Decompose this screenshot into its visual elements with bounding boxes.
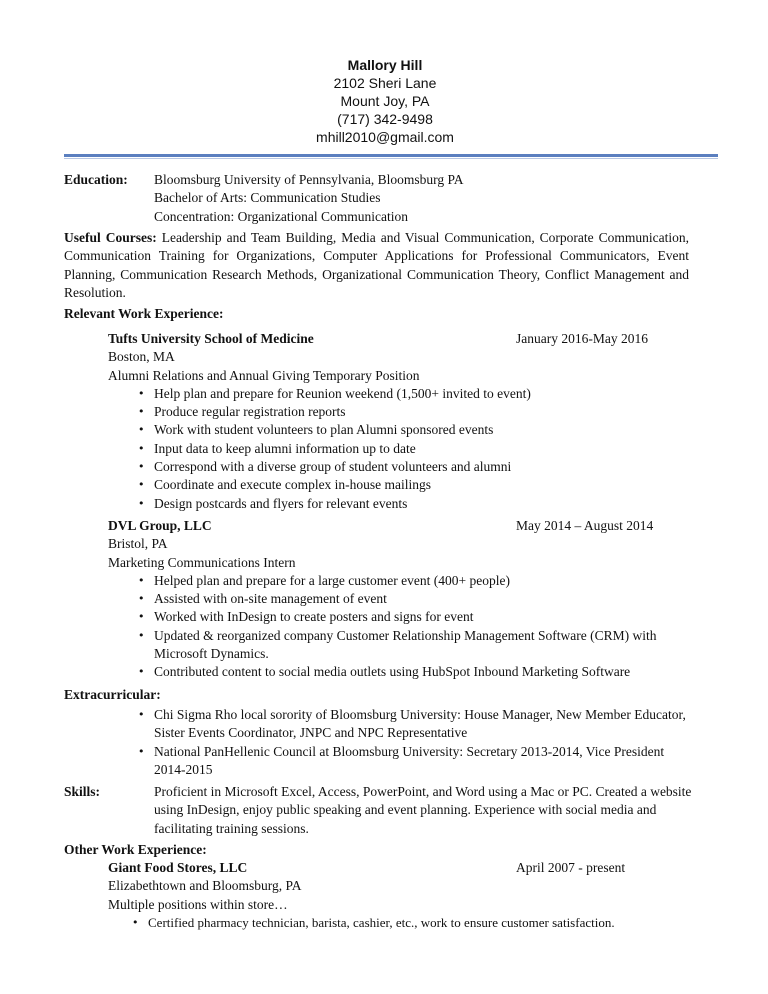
job-bullet: • Work with student volunteers to plan Alumni sponsored events [134, 421, 698, 439]
job-location: Boston, MA [108, 349, 175, 365]
education-school: Bloomsburg University of Pennsylvania, Bloomsburg PA [154, 172, 464, 187]
education-section [64, 171, 724, 226]
relevant-experience-heading: Relevant Work Experience: [64, 306, 224, 321]
phone-number: (717) 342-9498 [337, 111, 433, 127]
email-address: mhill2010@gmail.com [316, 129, 454, 145]
job-title: Marketing Communications Intern [108, 554, 296, 570]
extracurricular-item: • National PanHellenic Council at Bloomsburg University: Secretary 2013-2014, Vice President 2014-2015 [134, 743, 689, 780]
applicant-name: Mallory Hill [347, 57, 423, 73]
skills-text: Proficient in Microsoft Excel, Access, PowerPoint, and Word using a Mac or PC. Created a website using InDesign, enjoy public speaking and event planning. Experience with social media and facilitating training sessions. [154, 784, 692, 836]
education-concentration: Concentration: Organizational Communication [154, 208, 408, 224]
city-state: Mount Joy, PA [340, 93, 430, 109]
skills-section [64, 783, 704, 838]
job-title: Multiple positions within store… [108, 896, 288, 912]
job-company: Tufts University School of Medicine [108, 331, 314, 346]
job-bullet: • Correspond with a diverse group of student volunteers and alumni [134, 458, 698, 476]
courses-text: Leadership and Team Building, Media and Visual Communication, Corporate Communication, Communication Training for Organizations, Computer Applications for Professional Communicators, Event Planning, Communication Research Methods, Organizational Communication Theory, Conflict Management and Resolution. [64, 230, 689, 300]
job-bullet: • Assisted with on-site management of event [134, 590, 674, 608]
courses-label: Useful Courses: [64, 230, 157, 245]
job-dates: January 2016-May 2016 [516, 331, 648, 346]
skills-label: Skills: [64, 784, 101, 799]
courses-section [64, 229, 689, 302]
job-dates: April 2007 - present [516, 860, 626, 875]
job-title: Alumni Relations and Annual Giving Temporary Position [108, 367, 420, 383]
other-experience-heading: Other Work Experience: [64, 842, 207, 857]
job-company: Giant Food Stores, LLC [108, 860, 248, 875]
education-label: Education: [64, 172, 128, 187]
street-address: 2102 Sheri Lane [333, 75, 437, 91]
job-company: DVL Group, LLC [108, 518, 212, 533]
job-dates: May 2014 – August 2014 [516, 518, 654, 533]
job-dvl [108, 517, 698, 682]
job-giant [108, 859, 698, 932]
job-bullet: • Certified pharmacy technician, barista, cashier, etc., work to ensure customer satisfaction. [128, 914, 698, 932]
education-degree: Bachelor of Arts: Communication Studies [154, 190, 381, 206]
job-bullet: • Input data to keep alumni information up to date [134, 440, 698, 458]
job-bullet: • Helped plan and prepare for a large customer event (400+ people) [134, 572, 674, 590]
job-location: Bristol, PA [108, 536, 168, 552]
header-divider [64, 154, 718, 157]
job-bullet: • Contributed content to social media outlets using HubSpot Inbound Marketing Software [134, 663, 674, 681]
job-tufts [108, 330, 698, 513]
extracurricular-item: • Chi Sigma Rho local sorority of Bloomsburg University: House Manager, New Member Educator, Sister Events Coordinator, JNPC and NPC Representative [134, 706, 689, 743]
job-bullet: • Design postcards and flyers for relevant events [134, 495, 698, 513]
extracurricular-list [134, 706, 689, 779]
extracurricular-heading: Extracurricular: [64, 687, 161, 702]
job-bullet: • Help plan and prepare for Reunion weekend (1,500+ invited to event) [134, 385, 698, 403]
job-bullet: • Coordinate and execute complex in-house mailings [134, 476, 698, 494]
contact-header [300, 56, 470, 146]
job-bullet: • Updated & reorganized company Customer Relationship Management Software (CRM) with Microsoft Dynamics. [134, 627, 674, 664]
job-bullet: • Worked with InDesign to create posters and signs for event [134, 608, 674, 626]
job-location: Elizabethtown and Bloomsburg, PA [108, 878, 302, 894]
header-divider-shadow [64, 158, 718, 159]
job-bullet: • Produce regular registration reports [134, 403, 698, 421]
